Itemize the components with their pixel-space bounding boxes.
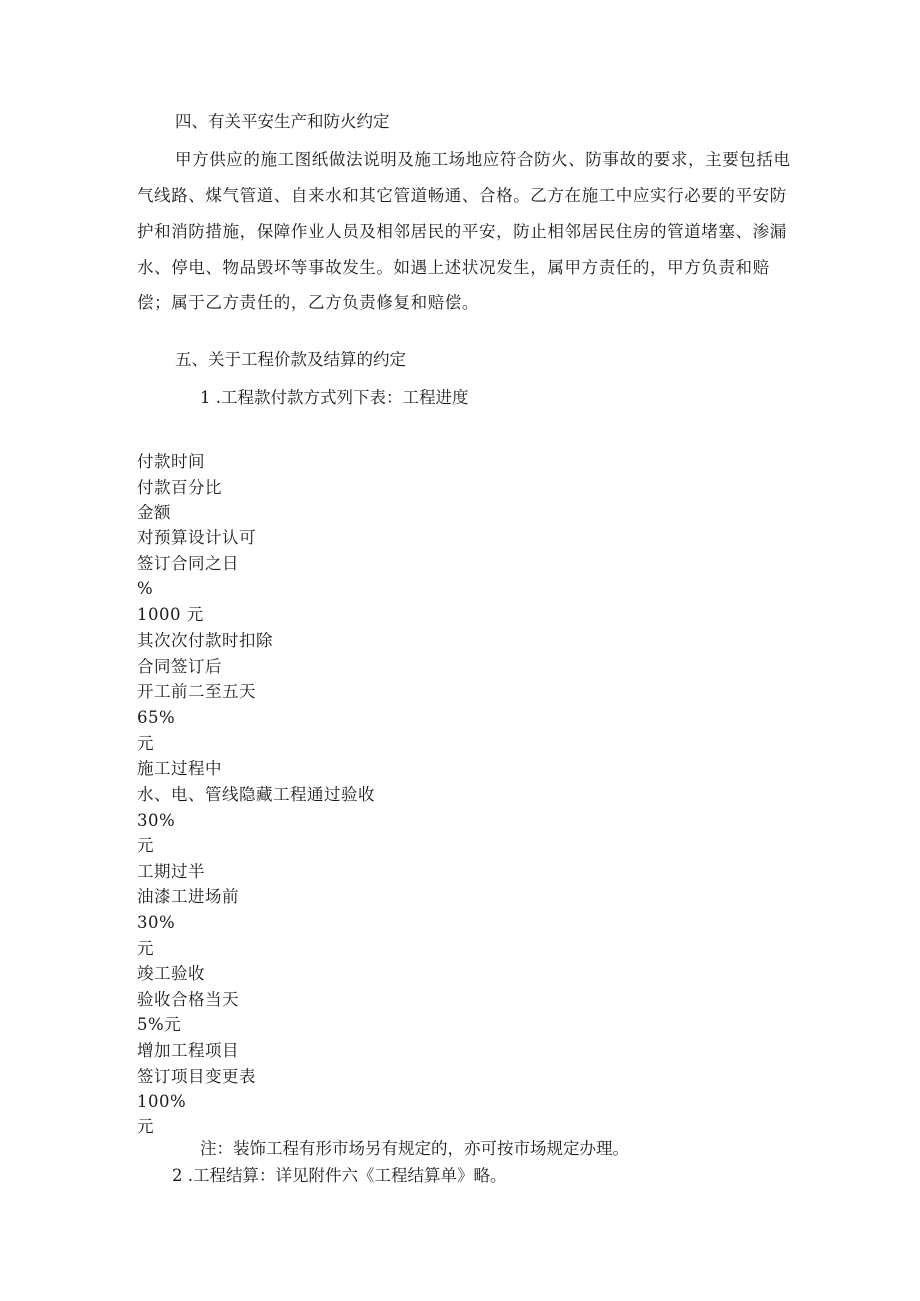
section4-line-3: 护和消防措施，保障作业人员及相邻居民的平安，防止相邻居民住房的管道堵塞、渗漏 xyxy=(137,222,787,241)
table-cell: 对预算设计认可 xyxy=(137,528,256,547)
table-cell: 付款时间 xyxy=(137,452,205,471)
table-cell: 元 xyxy=(137,939,154,958)
table-cell: 1000 元 xyxy=(137,605,204,624)
table-cell: 其次次付款时扣除 xyxy=(137,631,273,650)
table-cell: 30% xyxy=(137,913,176,932)
table-cell: 元 xyxy=(137,1117,154,1136)
section4-heading: 四、有关平安生产和防火约定 xyxy=(175,112,390,131)
table-cell: 金额 xyxy=(137,503,171,522)
section4-line-4: 水、停电、物品毁坏等事故发生。如遇上述状况发生，属甲方责任的，甲方负责和赔 xyxy=(137,258,770,277)
table-cell: % xyxy=(137,579,154,598)
section4-line-5: 偿；属于乙方责任的，乙方负责修复和赔偿。 xyxy=(137,293,479,312)
item1-payment-method: 1 .工程款付款方式列下表：工程进度 xyxy=(200,388,469,407)
table-cell: 30% xyxy=(137,811,176,830)
table-cell: 付款百分比 xyxy=(137,478,222,497)
table-cell: 签订项目变更表 xyxy=(137,1067,256,1086)
market-rules-note: 注：装饰工程有形市场另有规定的，亦可按市场规定办理。 xyxy=(200,1139,629,1158)
table-cell: 油漆工进场前 xyxy=(137,887,239,906)
table-cell: 施工过程中 xyxy=(137,759,222,778)
section4-line-1: 甲方供应的施工图纸做法说明及施工场地应符合防火、防事故的要求，主要包括电 xyxy=(175,150,791,169)
table-cell: 合同签订后 xyxy=(137,657,222,676)
item2-settlement: 2 .工程结算：详见附件六《工程结算单》略。 xyxy=(172,1166,507,1185)
table-cell: 水、电、管线隐藏工程通过验收 xyxy=(137,785,375,804)
table-cell: 5%元 xyxy=(137,1015,182,1034)
table-cell: 增加工程项目 xyxy=(137,1041,239,1060)
section5-heading: 五、关于工程价款及结算的约定 xyxy=(175,350,406,369)
table-cell: 签订合同之日 xyxy=(137,554,239,573)
table-cell: 开工前二至五天 xyxy=(137,682,256,701)
table-cell: 元 xyxy=(137,734,154,753)
table-cell: 元 xyxy=(137,836,154,855)
section4-line-2: 气线路、煤气管道、自来水和其它管道畅通、合格。乙方在施工中应实行必要的平安防 xyxy=(137,186,787,205)
table-cell: 工期过半 xyxy=(137,862,205,881)
table-cell: 65% xyxy=(137,708,176,727)
table-cell: 100% xyxy=(137,1092,187,1111)
table-cell: 竣工验收 xyxy=(137,964,205,983)
table-cell: 验收合格当天 xyxy=(137,990,239,1009)
